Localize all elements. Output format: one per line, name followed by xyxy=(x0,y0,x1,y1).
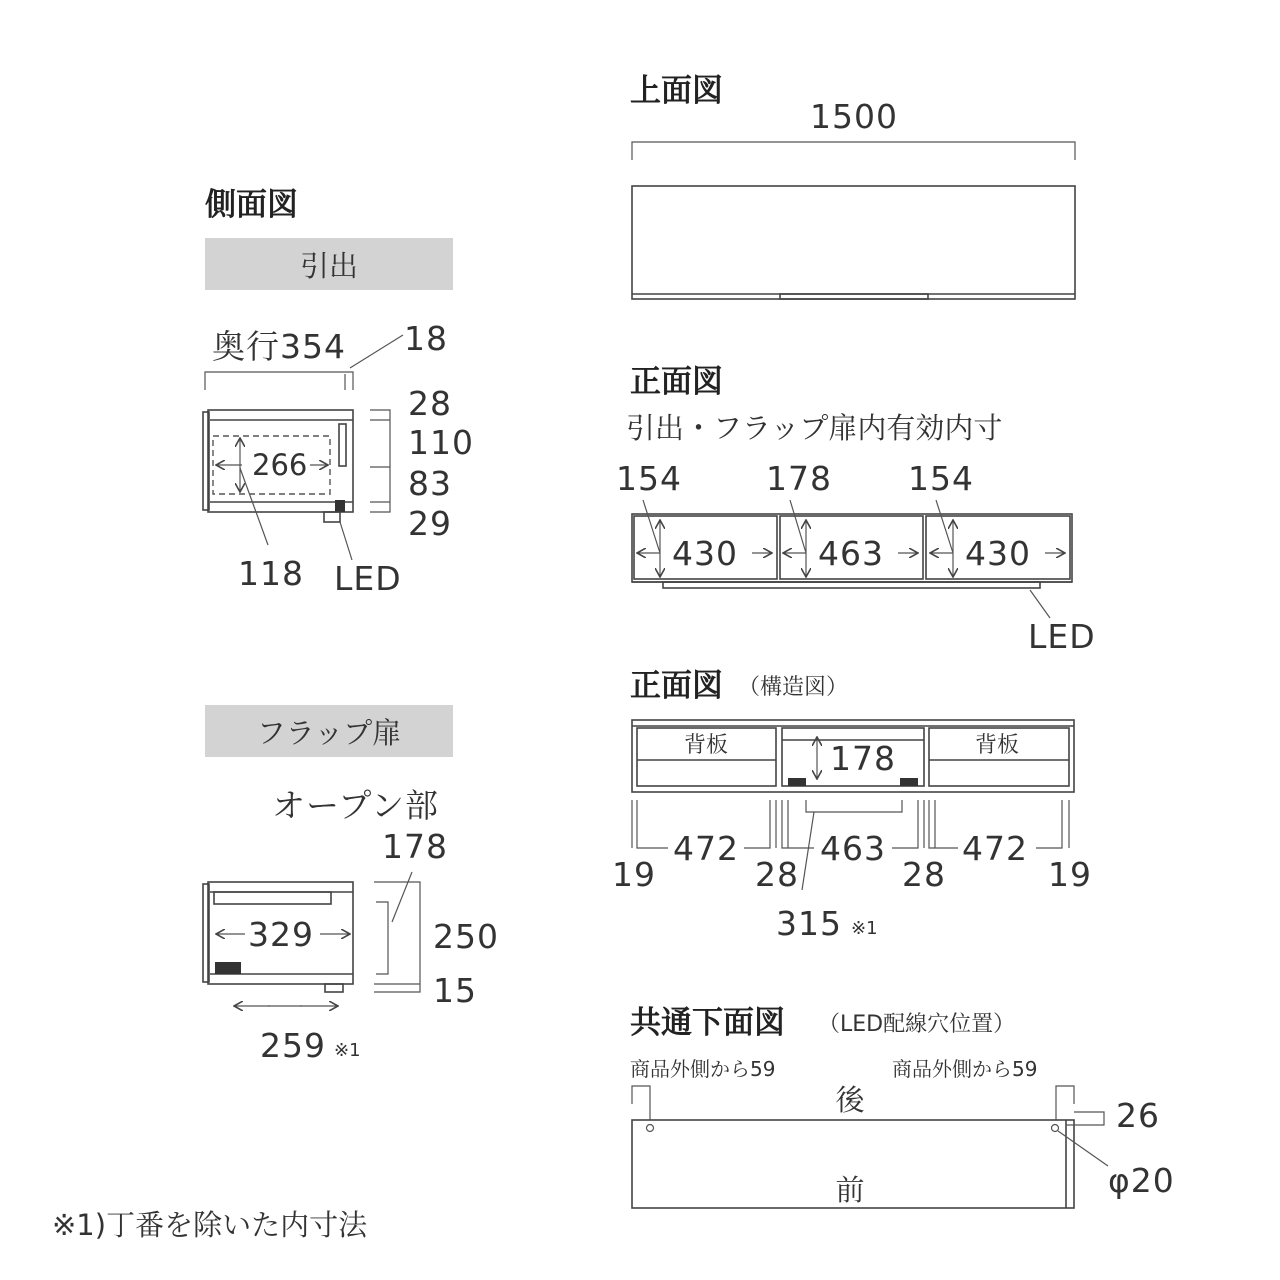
structure-inner-left: 28 xyxy=(755,855,799,894)
bottom-right-hole xyxy=(1052,1125,1059,1132)
flap-height-bracket xyxy=(374,882,420,992)
flap-178-leader xyxy=(392,872,412,922)
top-view-title: 上面図 xyxy=(630,73,723,109)
drawer-led-label: LED xyxy=(334,559,402,598)
front-led-leader xyxy=(1030,590,1050,618)
bottom-view xyxy=(630,1005,1175,1208)
flap-hinge-width: 259 xyxy=(260,1026,326,1065)
front-view-subtitle: 引出・フラップ扉内有効内寸 xyxy=(626,411,1003,445)
structure-side-right: 19 xyxy=(1048,855,1092,894)
structure-width-left: 472 xyxy=(673,829,739,868)
struct-hinge-bracket xyxy=(806,800,902,812)
flap-dim-15: 15 xyxy=(433,971,477,1010)
structure-inner-right: 28 xyxy=(902,855,946,894)
bottom-view-suffix: （LED配線穴位置） xyxy=(818,1012,1016,1037)
top-body xyxy=(632,186,1075,299)
drawer-height-83: 83 xyxy=(408,464,452,503)
top-view-width: 1500 xyxy=(810,97,898,136)
front-view-title: 正面図 xyxy=(630,364,723,400)
side-view-title: 側面図 xyxy=(205,187,298,223)
dim-18-leader xyxy=(350,335,403,368)
front-height-left: 154 xyxy=(616,459,682,498)
back-panel-right: 背板 xyxy=(974,733,1020,758)
drawer-tab-label: 引出 xyxy=(299,249,359,283)
footnote: ※1)丁番を除いた内寸法 xyxy=(52,1208,368,1242)
front-width-left: 430 xyxy=(672,534,738,573)
back-panel-left: 背板 xyxy=(683,733,729,758)
bottom-right-hole-bracket xyxy=(1056,1086,1074,1120)
front-leader-r xyxy=(936,500,953,553)
bottom-back-label: 後 xyxy=(835,1083,865,1117)
structure-view xyxy=(612,668,1092,943)
front-led-label: LED xyxy=(1028,617,1096,656)
side-view xyxy=(203,187,499,1065)
front-width-right: 430 xyxy=(965,534,1031,573)
drawer-height-28: 28 xyxy=(408,384,452,423)
bottom-right-hole-note: 商品外側から59 xyxy=(892,1057,1038,1081)
drawer-inner-width: 266 xyxy=(252,448,308,482)
flap-open-bracket xyxy=(376,902,388,974)
front-leader-c xyxy=(790,500,806,553)
bottom-hole-diameter: φ20 xyxy=(1108,1161,1175,1200)
drawer-height-110: 110 xyxy=(408,423,474,462)
struct-dim-right-a xyxy=(929,800,958,848)
drawer-height-29: 29 xyxy=(408,504,452,543)
structure-side-left: 19 xyxy=(612,855,656,894)
bottom-view-title: 共通下面図 xyxy=(630,1005,785,1041)
flap-tab-label: フラップ扉 xyxy=(256,716,402,750)
structure-center-height: 178 xyxy=(830,739,896,778)
flap-hinge-note: ※1 xyxy=(334,1040,361,1061)
bottom-left-hole xyxy=(647,1125,654,1132)
top-width-bracket xyxy=(632,142,1075,160)
drawer-dim-18: 18 xyxy=(404,319,448,358)
top-view xyxy=(630,73,1075,299)
structure-view-suffix: （構造図） xyxy=(738,675,849,700)
struct-dim-center-b xyxy=(892,800,924,848)
struct-dim-left-a xyxy=(632,800,668,848)
bottom-dim-26-bracket xyxy=(1066,1112,1104,1125)
structure-view-title: 正面図 xyxy=(630,668,723,704)
front-width-center: 463 xyxy=(818,534,884,573)
flap-inner-width: 329 xyxy=(248,915,314,954)
front-height-center: 178 xyxy=(766,459,832,498)
drawer-height-bracket xyxy=(370,410,390,512)
front-view xyxy=(616,364,1096,656)
front-leader-l xyxy=(643,500,660,553)
top-led-bar xyxy=(780,294,928,299)
structure-hinge-note: ※1 xyxy=(851,918,878,939)
bottom-left-hole-note: 商品外側から59 xyxy=(630,1057,776,1081)
bottom-front-label: 前 xyxy=(835,1173,865,1207)
led-leader-side xyxy=(340,522,352,560)
drawer-depth-label: 奥行354 xyxy=(212,327,346,366)
structure-hinge-width: 315 xyxy=(776,904,842,943)
drawer-dim-118: 118 xyxy=(238,554,304,593)
struct-dim-right-b xyxy=(1036,800,1069,848)
bottom-dim-26: 26 xyxy=(1116,1096,1160,1135)
structure-width-right: 472 xyxy=(962,829,1028,868)
flap-dim-250: 250 xyxy=(433,917,499,956)
flap-dim-178: 178 xyxy=(382,827,448,866)
front-height-right: 154 xyxy=(908,459,974,498)
bottom-left-hole-bracket xyxy=(632,1086,650,1120)
depth-bracket xyxy=(205,372,353,390)
struct-hinge-leader xyxy=(802,812,814,890)
flap-open-label: オープン部 xyxy=(272,786,440,825)
struct-dim-left-b xyxy=(744,800,776,848)
structure-width-center: 463 xyxy=(820,829,886,868)
